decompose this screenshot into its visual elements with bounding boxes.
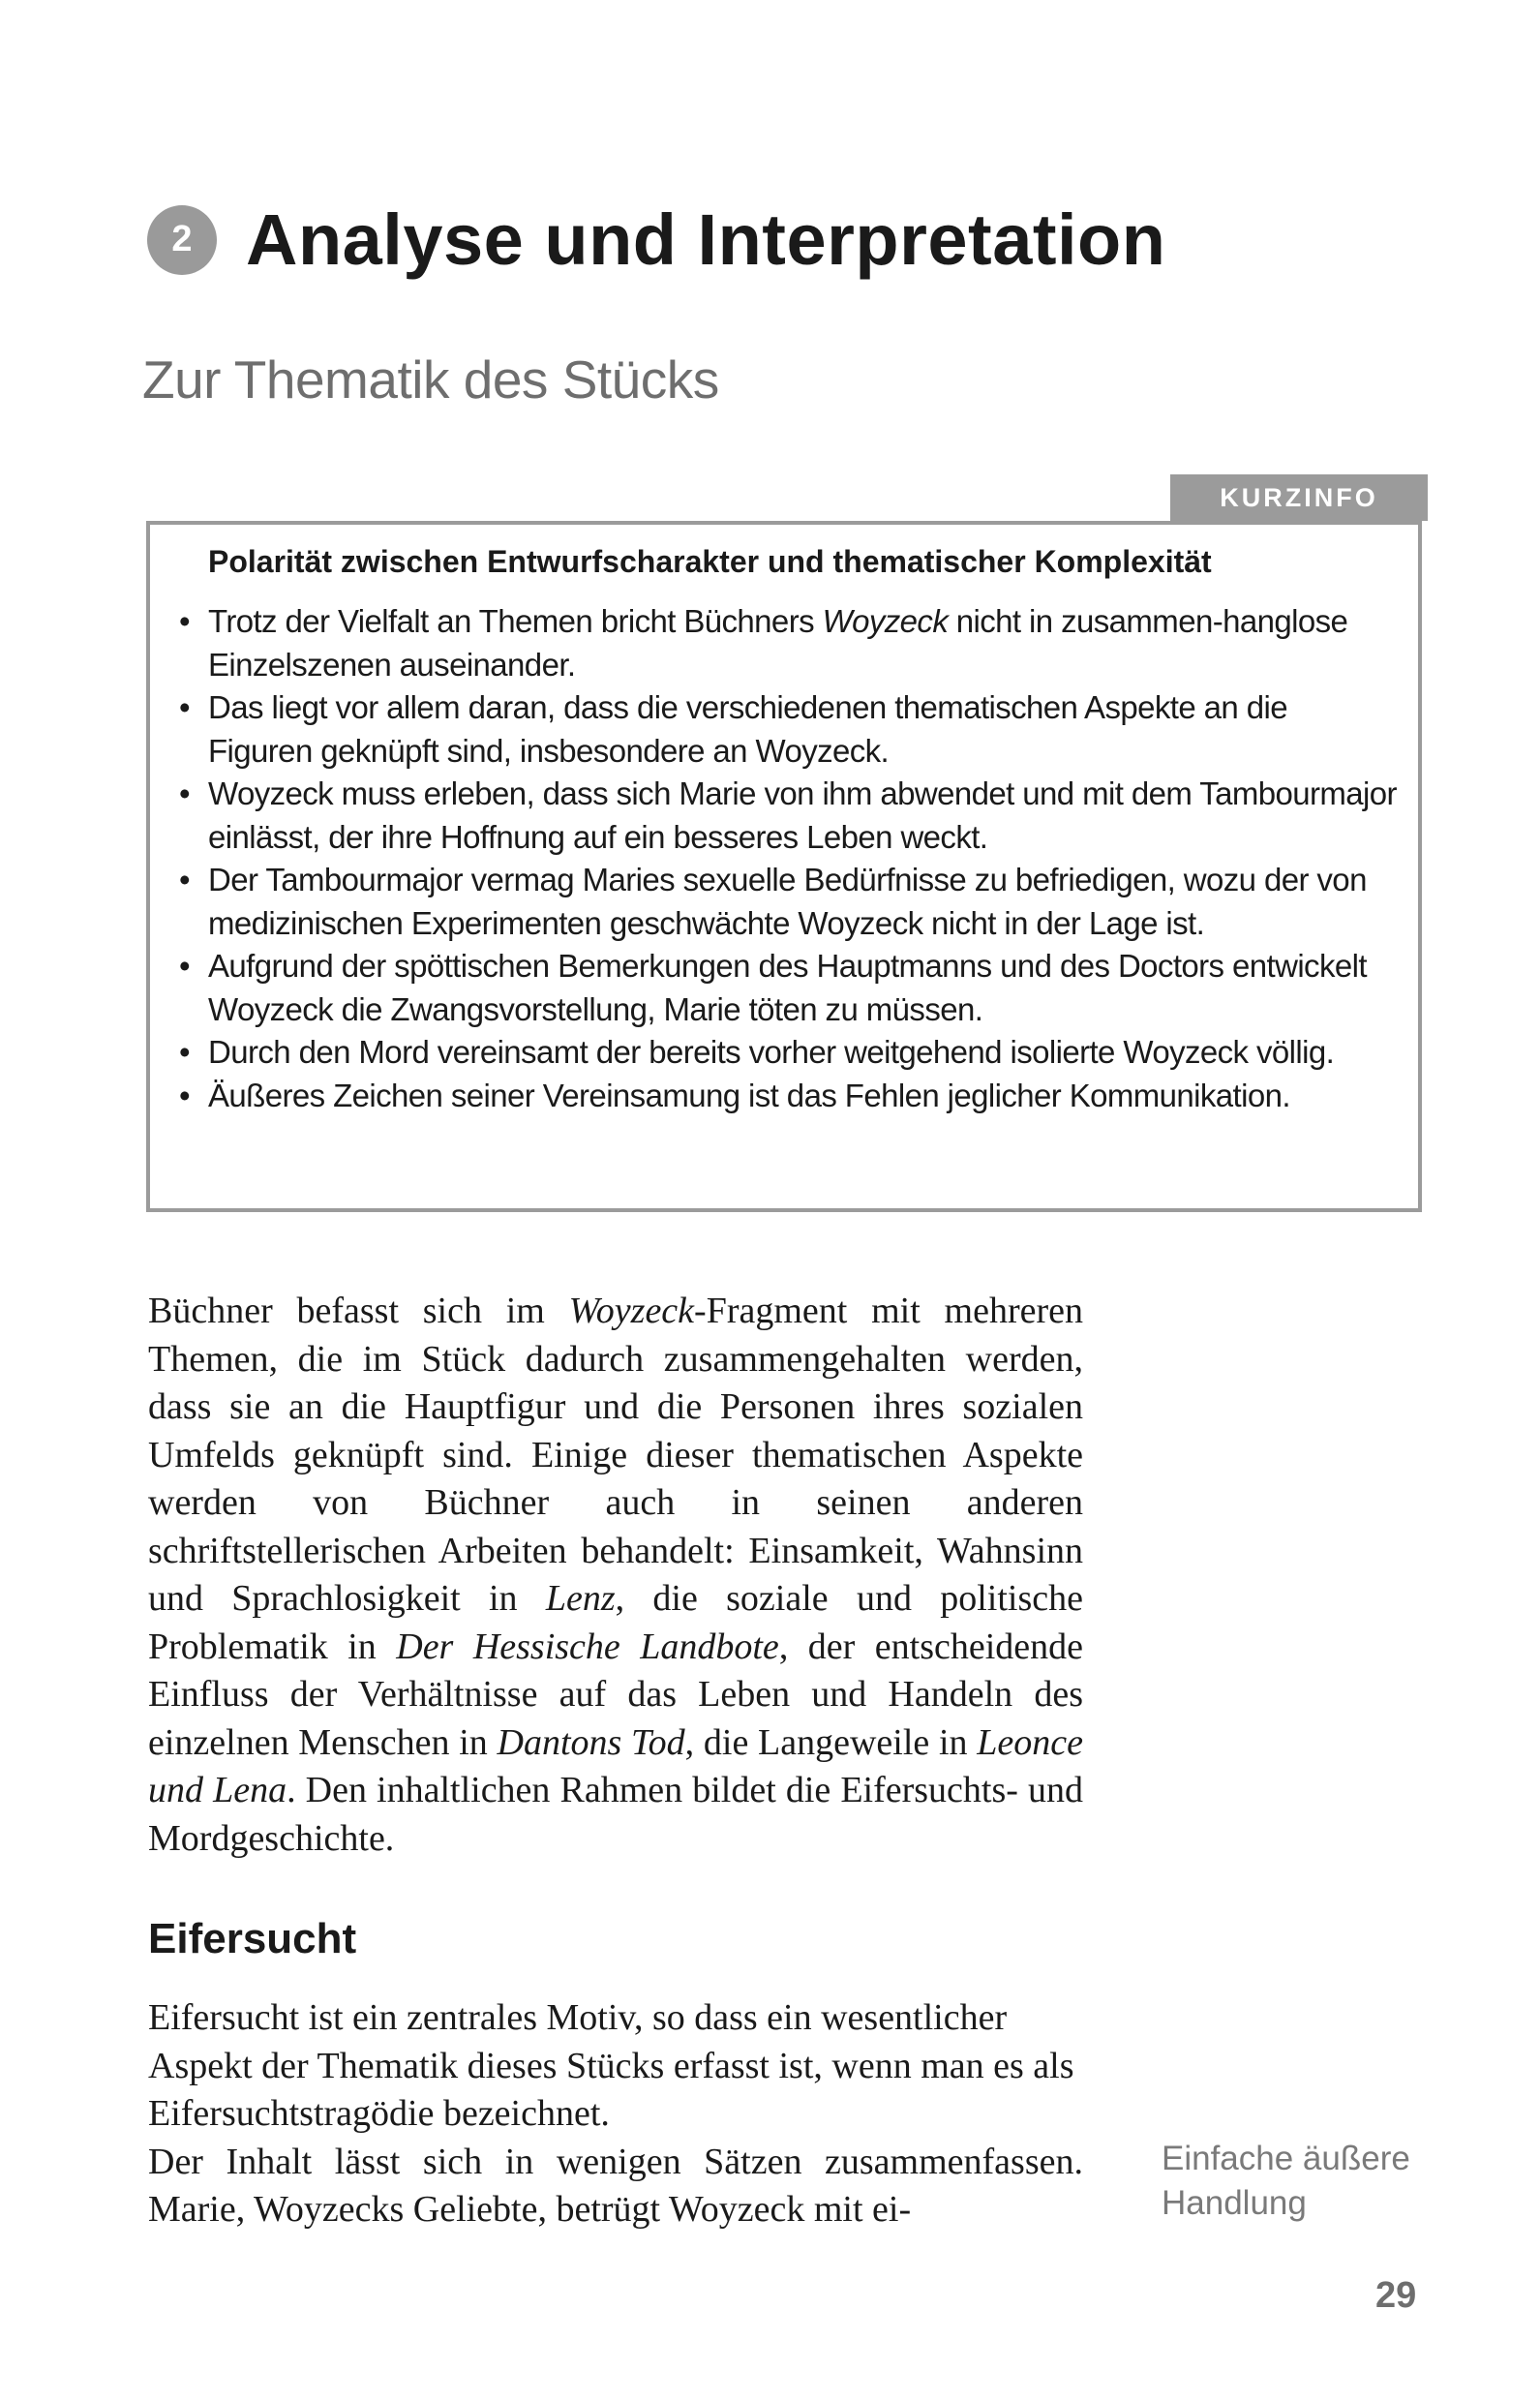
chapter-heading — [147, 198, 1165, 281]
paragraph-inhalt: Der Inhalt lässt sich in wenigen Sätzen zusammenfassen. Marie, Woyzecks Geliebte, betrügt Woyzeck mit ei- — [148, 2141, 1083, 2230]
kurzinfo-tab-label: KURZINFO — [1170, 474, 1428, 521]
subsection-title: Eifersucht — [148, 1915, 357, 1962]
kurzinfo-item: • Trotz der Vielfalt an Themen bricht Büchners Woyzeck nicht in zusammen-hanglose Einzelszenen auseinander. — [177, 600, 1397, 686]
kurzinfo-item: • Äußeres Zeichen seiner Vereinsamung ist das Fehlen jeglicher Kommunikation. — [177, 1075, 1397, 1118]
kurzinfo-item: • Das liegt vor allem daran, dass die verschiedenen thematischen Aspekte an die Figuren geknüpft sind, insbesondere an Woyzeck. — [177, 686, 1397, 773]
kurzinfo-item: • Der Tambourmajor vermag Maries sexuelle Bedürfnisse zu befriedigen, wozu der von medizinischen Experimenten geschwächte Woyzeck nicht in der Lage ist. — [177, 859, 1397, 945]
section-title: Zur Thematik des Stücks — [142, 350, 719, 410]
page-number: 29 — [1375, 2275, 1417, 2316]
kurzinfo-item: • Durch den Mord vereinsamt der bereits vorher weitgehend isolierte Woyzeck völlig. — [177, 1031, 1397, 1075]
subsection-body — [148, 1994, 1083, 2234]
kurzinfo-item: • Aufgrund der spöttischen Bemerkungen des Hauptmanns und des Doctors entwickelt Woyzeck die Zwangsvorstellung, Marie töten zu müssen. — [177, 945, 1397, 1031]
margin-note: Einfache äußere Handlung — [1162, 2140, 1410, 2222]
chapter-title: Analyse und Interpretation — [246, 199, 1166, 280]
kurzinfo-list — [177, 600, 1397, 1117]
kurzinfo-item: • Woyzeck muss erleben, dass sich Marie von ihm abwendet und mit dem Tambourmajor einlässt, der ihre Hoffnung auf ein besseres Leben weckt. — [177, 773, 1397, 859]
paragraph-eifersucht: Eifersucht ist ein zentrales Motiv, so dass ein wesentlicher Aspekt der Thematik dieses Stücks erfasst ist, wenn man es als Eifersuchtstragödie bezeichnet. — [148, 1997, 1074, 2134]
kurzinfo-heading: Polarität zwischen Entwurfscharakter und thematischer Komplexität — [208, 544, 1212, 579]
chapter-number-badge: 2 — [147, 205, 217, 275]
intro-paragraph: Büchner befasst sich im Woyzeck-Fragment mit mehreren Themen, die im Stück dadurch zusammengehalten werden, dass sie an die Hauptfigur und die Personen ihres sozialen Umfelds geknüpft sind. Einige dieser thematischen Aspekte werden von Büchner auch in seinen anderen schriftstellerischen Arbeiten behandelt: Einsamkeit, Wahnsinn und Sprachlosigkeit in Lenz, die soziale und politische Problematik in Der Hessische Landbote, der entscheidende Einfluss der Verhältnisse auf das Leben und Handeln des einzelnen Menschen in Dantons Tod, die Langeweile in Leonce und Lena. Den inhaltlichen Rahmen bildet die Eifersuchts- und Mordgeschichte. — [148, 1291, 1084, 1859]
kurzinfo-box — [146, 521, 1422, 1212]
